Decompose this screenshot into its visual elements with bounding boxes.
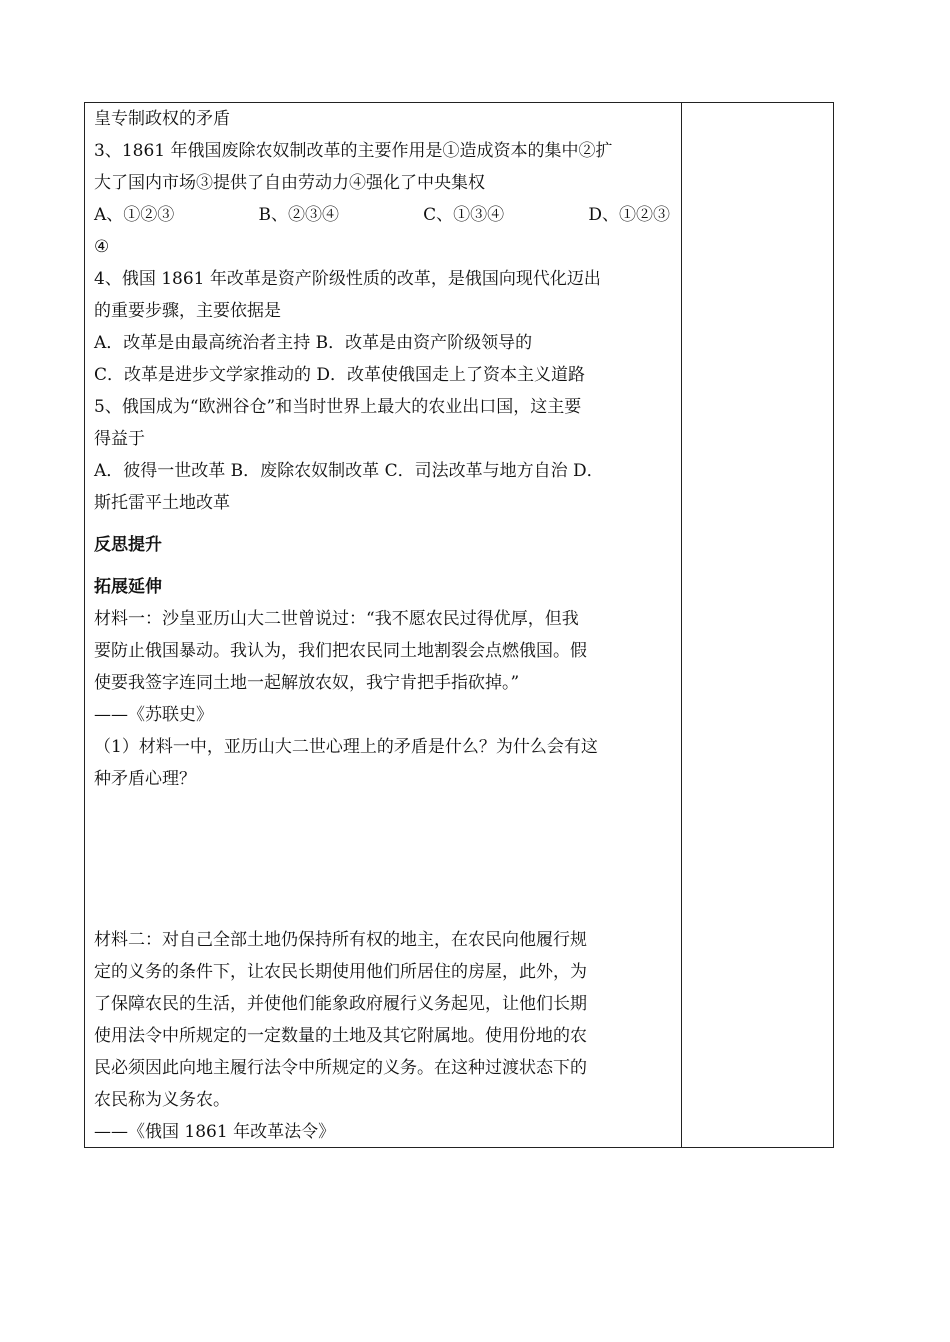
material1-line-2: 要防止俄国暴动。我认为，我们把农民同土地割裂会点燃俄国。假: [94, 641, 587, 661]
material1-question-line-2: 种矛盾心理？: [94, 769, 196, 789]
left-column: [94, 103, 674, 1148]
q3-stem-line-2: 大了国内市场③提供了自由劳动力④强化了中央集权: [94, 173, 485, 193]
q3-option-c: C、①③④: [423, 205, 505, 225]
q5-stem-line-1: 5、俄国成为“欧洲谷仓”和当时世界上最大的农业出口国，这主要: [94, 397, 582, 417]
section-heading-reflect: 反思提升: [94, 535, 162, 555]
q4-options-line-2: C．改革是进步文学家推动的 D．改革使俄国走上了资本主义道路: [94, 365, 586, 385]
material2-line-3: 了保障农民的生活，并使他们能象政府履行义务起见，让他们长期: [94, 994, 587, 1014]
q4-stem-line-1: 4、俄国 1861 年改革是资产阶级性质的改革，是俄国向现代化迈出: [94, 269, 601, 289]
material1-source: ——《苏联史》: [94, 705, 213, 725]
q3-option-d-continued: ④: [94, 237, 110, 257]
material2-line-2: 定的义务的条件下，让农民长期使用他们所居住的房屋，此外，为: [94, 962, 587, 982]
answer-space: [94, 795, 674, 924]
q3-options: [94, 199, 670, 231]
material2-line-6: 农民称为义务农。: [94, 1090, 230, 1110]
material2-line-1: 材料二：对自己全部土地仍保持所有权的地主，在农民向他履行规: [94, 930, 587, 950]
spacer: [94, 561, 674, 571]
q3-option-d: D、①②③: [588, 205, 670, 225]
q4-options-line-1: A．改革是由最高统治者主持 B．改革是由资产阶级领导的: [94, 333, 533, 353]
q5-options-line-2: 斯托雷平土地改革: [94, 493, 230, 513]
q3-stem-line-1: 3、1861 年俄国废除农奴制改革的主要作用是①造成资本的集中②扩: [94, 141, 613, 161]
q3-option-b: B、②③④: [258, 205, 339, 225]
spacer: [94, 519, 674, 529]
material2-source: ——《俄国 1861 年改革法令》: [94, 1122, 336, 1142]
material1-question-line-1: （1）材料一中，亚历山大二世心理上的矛盾是什么？为什么会有这: [94, 737, 598, 757]
q5-stem-line-2: 得益于: [94, 429, 145, 449]
q5-options-line-1: A．彼得一世改革 B．废除农奴制改革 C．司法改革与地方自治 D．: [94, 461, 604, 481]
q4-stem-line-2: 的重要步骤，主要依据是: [94, 301, 281, 321]
worksheet-table: [84, 102, 834, 1148]
material2-line-5: 民必须因此向地主履行法令中所规定的义务。在这种过渡状态下的: [94, 1058, 587, 1078]
q3-option-a: A、①②③: [94, 205, 175, 225]
material1-line-3: 使要我签字连同土地一起解放农奴，我宁肯把手指砍掉。”: [94, 673, 520, 693]
q2-tail-line: 皇专制政权的矛盾: [94, 109, 230, 129]
column-divider: [681, 103, 682, 1147]
section-heading-extend: 拓展延伸: [94, 577, 162, 597]
material1-line-1: 材料一：沙皇亚历山大二世曾说过：“我不愿农民过得优厚，但我: [94, 609, 579, 629]
material2-line-4: 使用法令中所规定的一定数量的土地及其它附属地。使用份地的农: [94, 1026, 587, 1046]
